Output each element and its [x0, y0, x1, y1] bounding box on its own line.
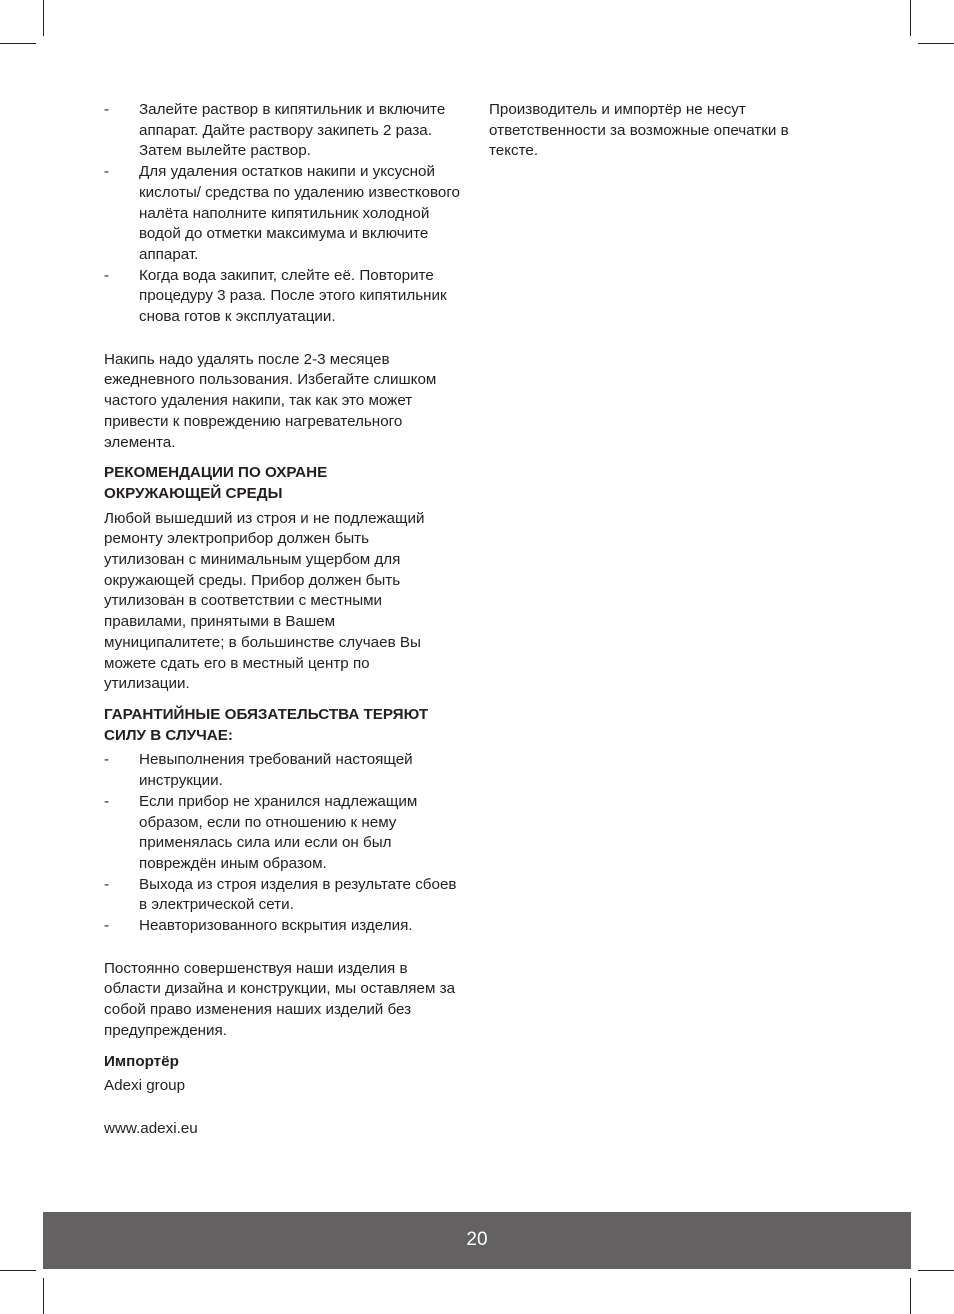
dash-bullet: -	[104, 101, 110, 118]
crop-mark	[910, 0, 911, 36]
improvement-paragraph: Постоянно совершенствуя наши изделия в области дизайна и конструкции, мы оставляем за собой право изменения наших изделий без предупреждения.	[104, 959, 456, 1039]
list-item	[104, 916, 466, 937]
crop-mark	[0, 43, 36, 44]
list-item-text: Залейте раствор в кипятильник и включите аппарат. Дайте раствору закипеть 2 раза. Затем вылейте раствор.	[139, 101, 446, 160]
crop-mark	[43, 1278, 44, 1314]
warranty-heading: ГАРАНТИЙНЫЕ ОБЯЗАТЕЛЬСТВА ТЕРЯЮТ СИЛУ В СЛУЧАЕ:	[104, 705, 429, 744]
list-item	[104, 100, 466, 162]
list-item-text: Неавторизованного вскрытия изделия.	[139, 917, 413, 935]
page-number: 20	[466, 1229, 488, 1251]
dash-bullet: -	[104, 875, 110, 893]
disclaimer-paragraph: Производитель и импортёр не несут ответственности за возможные опечатки в тексте.	[489, 101, 789, 160]
crop-mark	[0, 1270, 36, 1271]
environment-heading: РЕКОМЕНДАЦИИ ПО ОХРАНЕ ОКРУЖАЮЩЕЙ СРЕДЫ	[104, 464, 328, 502]
dash-bullet: -	[104, 163, 110, 181]
environment-paragraph: Любой вышедший из строя и не подлежащий ремонту электроприбор должен быть утилизован с минимальным ущербом для окружающей среды. Прибор должен быть утилизован в соответствии с местными правилами, принятыми в Вашем муниципалитете; в большинстве случаев Вы можете сдать его в местный центр по утилизации.	[104, 509, 425, 693]
importer-heading: Импортёр	[104, 1052, 179, 1070]
list-item-text: Невыполнения требований настоящей инструкции.	[139, 751, 413, 790]
right-column	[489, 100, 834, 162]
list-item	[104, 750, 466, 791]
crop-mark	[918, 43, 954, 44]
website-text: www.adexi.eu	[104, 1119, 198, 1137]
page-footer	[43, 1212, 911, 1269]
warranty-list	[104, 750, 466, 936]
list-item-text: Когда вода закипит, слейте её. Повторите процедуру 3 раза. После этого кипятильник снова готов к эксплуатации.	[139, 266, 447, 326]
list-item	[104, 875, 466, 916]
list-item	[104, 792, 466, 875]
descaling-steps-list	[104, 100, 466, 328]
dash-bullet: -	[104, 917, 110, 935]
importer-name: Adexi group	[104, 1077, 186, 1095]
dash-bullet: -	[104, 751, 110, 769]
left-column	[104, 100, 466, 1140]
crop-mark	[910, 1278, 911, 1314]
crop-mark	[43, 0, 44, 36]
crop-mark	[918, 1270, 954, 1271]
descaling-paragraph: Накипь надо удалять после 2-3 месяцев ежедневного пользования. Избегайте слишком частого удаления накипи, так как это может привести к повреждению нагревательного элемента.	[104, 350, 437, 451]
list-item-text: Выхода из строя изделия в результате сбоев в электрической сети.	[139, 875, 457, 914]
list-item	[104, 162, 466, 266]
list-item-text: Для удаления остатков накипи и уксусной кислоты/ средства по удалению известкового налёта наполните кипятильник холодной водой до отметки максимума и включите аппарат.	[139, 163, 460, 263]
dash-bullet: -	[104, 792, 110, 810]
dash-bullet: -	[104, 266, 110, 284]
list-item-text: Если прибор не хранился надлежащим образом, если по отношению к нему применялась сила или если он был повреждён иным образом.	[139, 792, 418, 872]
list-item	[104, 266, 466, 328]
